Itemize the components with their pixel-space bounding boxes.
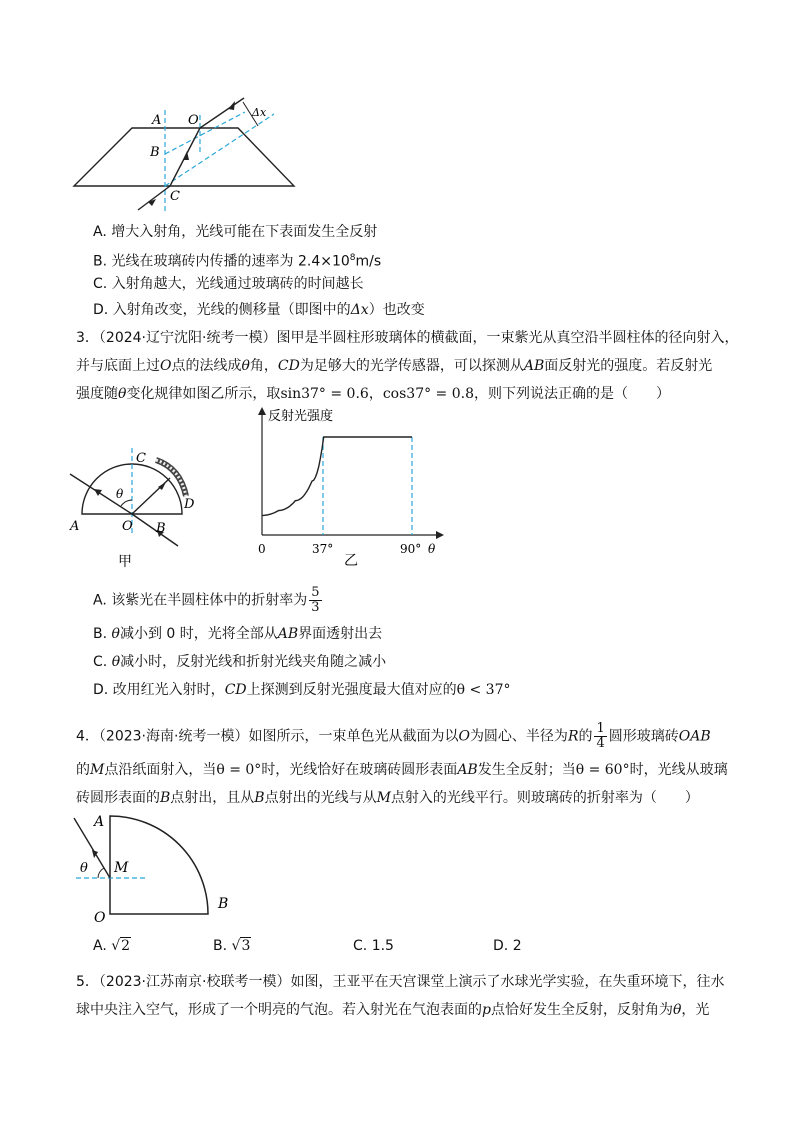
reflected-intensity-chart xyxy=(250,405,450,570)
angle-arc xyxy=(98,868,104,878)
refracted-ray xyxy=(132,514,178,546)
caption-yi: 乙 xyxy=(344,553,358,569)
q2-option-c[interactable] xyxy=(93,274,364,294)
option-key: C. xyxy=(353,938,368,954)
stem-text: 图甲是半圆柱形玻璃体的横截面，一束紫光从真空沿半圆柱体的径向射入， xyxy=(276,330,739,346)
sqrt-3: √3 xyxy=(231,938,251,954)
q4-option-c[interactable]: C. 1.5 xyxy=(353,938,394,954)
option-key: B. xyxy=(213,938,228,954)
label-d: D xyxy=(184,497,195,512)
q2-option-d[interactable] xyxy=(93,300,425,320)
sqrt-2: √2 xyxy=(111,938,131,954)
semicircle-figure xyxy=(60,440,230,580)
x-axis-label: θ xyxy=(428,542,436,556)
label-c: C xyxy=(170,189,180,204)
option-key: C. xyxy=(93,654,108,670)
glass-brick-trapezoid xyxy=(74,128,294,186)
option-text: 增大入射角，光线可能在下表面发生全反射 xyxy=(111,224,378,240)
arrow-incident xyxy=(94,489,102,496)
option-key: A. xyxy=(93,224,107,240)
label-b: B xyxy=(156,521,166,536)
option-key: C. xyxy=(93,276,108,292)
q4-option-a[interactable] xyxy=(93,936,131,956)
label-theta: θ xyxy=(116,487,124,501)
label-o: O xyxy=(94,910,106,926)
option-key: A. xyxy=(93,592,107,609)
extension-line-1 xyxy=(165,112,245,154)
speed-unit: m/s xyxy=(355,253,382,270)
fraction-5-3: $\frac{5}{3}$ xyxy=(311,585,320,615)
label-a: A xyxy=(94,814,105,830)
q4-stem-line-3: 砖圆形表面的B点射出，且从B点射出的光线与从M点射入的光线平行。则玻璃砖的折射率为（ ） xyxy=(76,790,699,806)
q3-stem-line-3: 强度随θ变化规律如图乙所示，取sin37° = 0.6，cos37° = 0.8，则下列说法正确的是（ ） xyxy=(76,386,670,402)
label-dx: Δx xyxy=(252,106,267,119)
label-b: B xyxy=(150,145,160,160)
label-b: B xyxy=(218,896,229,912)
label-c: C xyxy=(136,451,146,466)
q4-option-d[interactable]: D. 2 xyxy=(493,938,522,954)
question-number: 3． xyxy=(76,330,99,346)
delta-x: Δx xyxy=(350,302,369,318)
option-key: B. xyxy=(93,253,108,270)
option-key: B. xyxy=(93,626,108,642)
option-text: 入射角越大，光线通过玻璃砖的时间越长 xyxy=(111,276,364,292)
x-tick-0: 0 xyxy=(258,542,266,556)
option-text: 入射角改变，光线的侧移量（即图中的 xyxy=(112,302,351,318)
option-text: 该紫光在半圆柱体中的折射率为 xyxy=(111,592,308,609)
x-axis-arrow xyxy=(436,531,444,539)
arrow-incident xyxy=(228,101,235,110)
q2-option-b[interactable] xyxy=(93,248,381,272)
label-a: A xyxy=(152,113,162,128)
y-axis-label: 反射光强度 xyxy=(268,409,334,424)
q5-stem-line-2: 球中央注入空气，形成了一个明亮的气泡。若入射光在气泡表面的p点恰好发生全反射，反射角为θ，光 xyxy=(76,1002,710,1018)
option-text-after: ）也改变 xyxy=(368,302,425,318)
option-key: D. xyxy=(93,682,109,698)
q5-stem-line-1: 5．（2023·江苏南京·校联考一模）如图，王亚平在天宫课堂上演示了水球光学实验，在失重环境下，往水 xyxy=(76,974,725,990)
q3-stem-line-1 xyxy=(76,328,738,348)
label-o: O xyxy=(122,519,133,534)
q4-stem-line-2: 的M点沿纸面射入，当θ = 0°时，光线恰好在玻璃砖圆形表面AB发生全反射；当θ = 60°时，光线从玻璃 xyxy=(76,762,728,778)
q4-option-b[interactable] xyxy=(213,936,251,956)
x-tick-37: 37° xyxy=(312,542,334,556)
label-m: M xyxy=(114,860,129,876)
label-o: O xyxy=(188,113,199,128)
speed-exponent: 8 xyxy=(349,253,356,263)
label-a: A xyxy=(70,519,80,534)
speed-value: 2.4×10 xyxy=(297,253,350,270)
label-theta: θ xyxy=(80,861,88,876)
q2-option-a[interactable] xyxy=(93,222,377,242)
q3-option-b[interactable]: B. θ减小到 0 时，光将全部从AB界面透射出去 xyxy=(93,626,383,642)
y-axis-arrow xyxy=(258,407,266,415)
q3-option-d[interactable]: D. 改用红光入射时，CD上探测到反射光强度最大值对应的θ < 37° xyxy=(93,682,511,698)
sensor-cd xyxy=(156,460,186,496)
caption-jia: 甲 xyxy=(118,554,132,570)
trapezoid-figure xyxy=(60,90,320,215)
option-key: D. xyxy=(93,302,109,318)
question-source: （2024·辽宁沈阳·统考一模） xyxy=(98,330,277,346)
option-text: 光线在玻璃砖内传播的速率为 xyxy=(111,253,298,270)
option-key: D. xyxy=(493,938,509,954)
q4-stem-line-1: 4．（2023·海南·统考一模）如图所示，一束单色光从截面为以O为圆心、半径为R的 $\frac{1}{4}$ 圆形玻璃砖OAB xyxy=(76,721,711,751)
fraction-1-4: $\frac{1}{4}$ xyxy=(596,721,605,751)
x-tick-90: 90° xyxy=(400,542,422,556)
option-key: A. xyxy=(93,938,107,954)
q3-option-a[interactable] xyxy=(93,586,324,615)
q3-stem-line-2: 并与底面上过O点的法线成θ角，CD为足够大的光学传感器，可以探测从AB面反射光的强度。若反射光 xyxy=(76,358,713,374)
quarter-circle-figure xyxy=(64,806,244,932)
intensity-curve xyxy=(262,437,412,515)
q3-option-c[interactable]: C. θ减小时，反射光线和折射光线夹角随之减小 xyxy=(93,654,387,670)
